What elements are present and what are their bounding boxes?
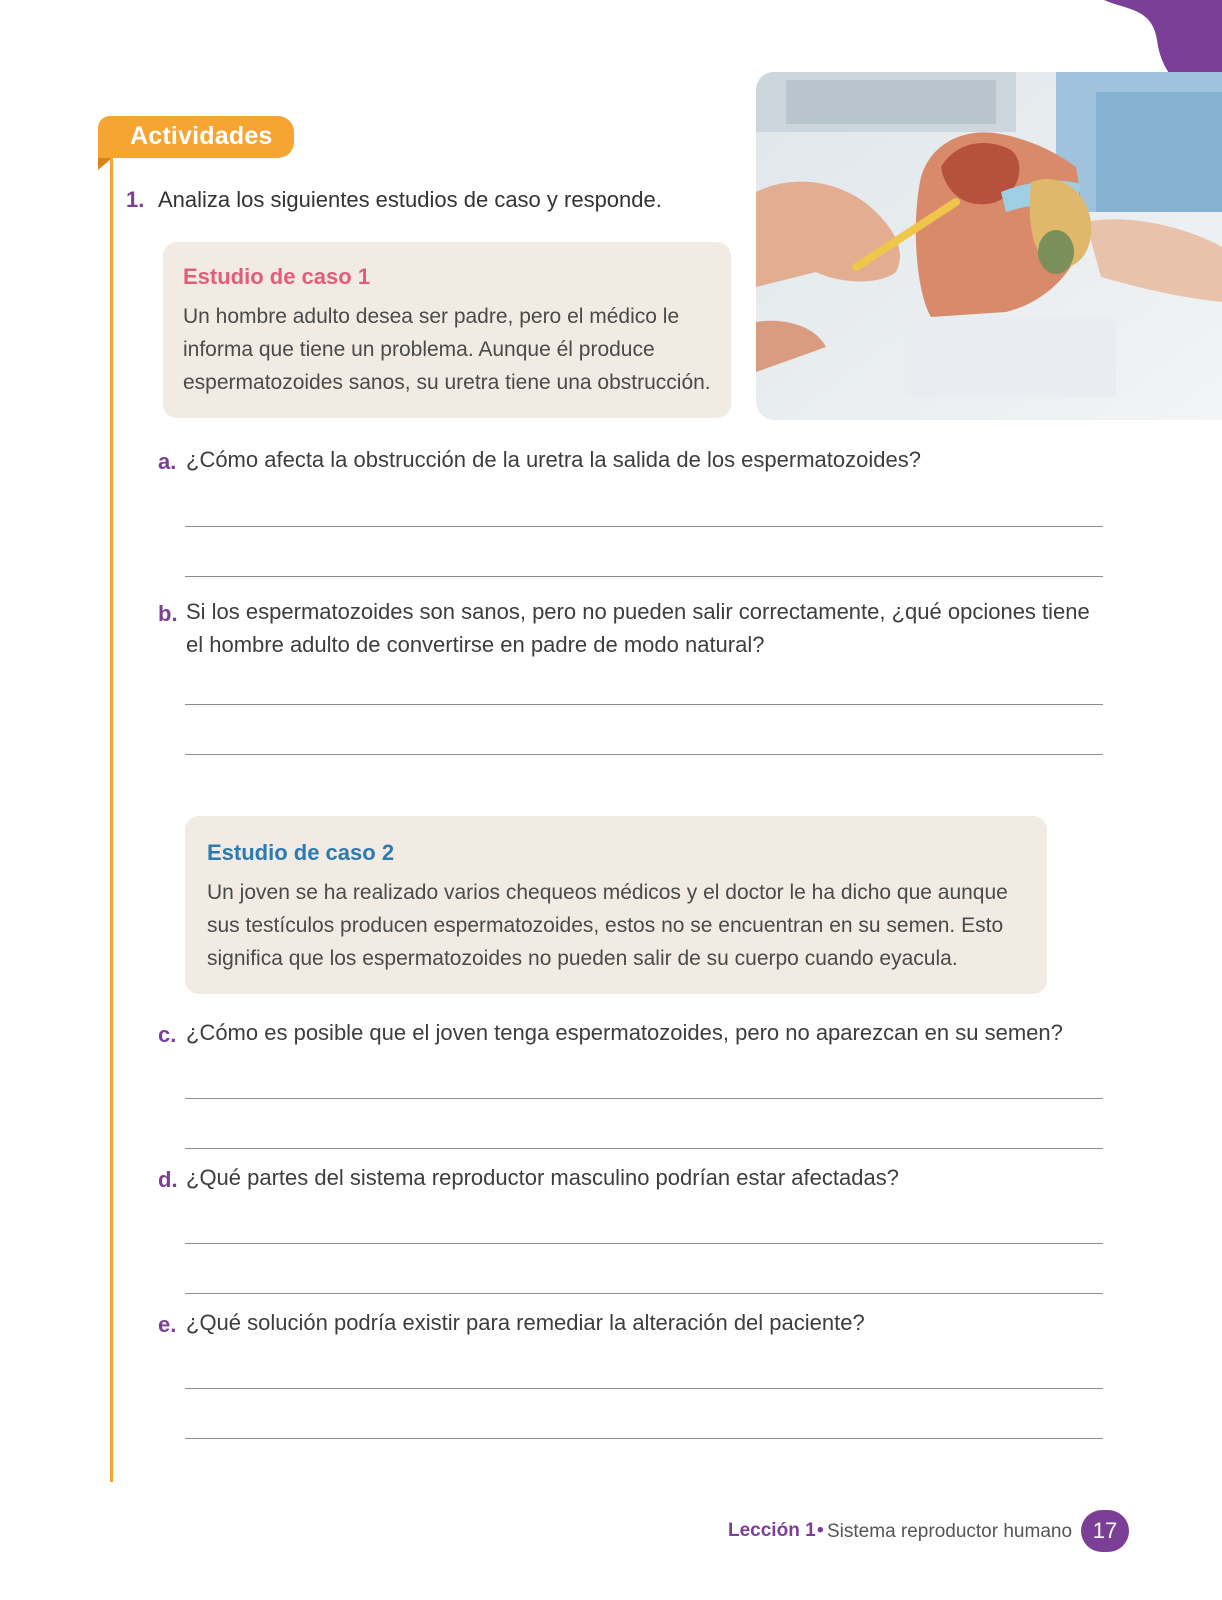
question-number: 1. bbox=[126, 187, 145, 212]
page-number: 17 bbox=[1092, 1518, 1118, 1543]
answer-line-a2[interactable] bbox=[185, 576, 1103, 577]
footer-separator: • bbox=[817, 1520, 824, 1541]
subquestion-a-text: ¿Cómo afecta la obstrucción de la uretra la salida de los espermatozoides? bbox=[186, 447, 921, 472]
case-study-2-text: Un joven se ha realizado varios chequeos médicos y el doctor le ha dicho que aunque sus testículos producen espermatozoides, estos no se encuentran en su semen. Esto significa que los espermatozoides no pueden salir de su cuerpo cuando eyacula. bbox=[207, 881, 1008, 970]
footer-lesson: Lección 1 bbox=[728, 1520, 816, 1541]
answer-line-b2[interactable] bbox=[185, 754, 1103, 755]
case-study-1-title: Estudio de caso 1 bbox=[183, 264, 371, 289]
subquestion-d-text: ¿Qué partes del sistema reproductor masculino podrían estar afectadas? bbox=[186, 1165, 899, 1190]
activities-tab-label: Actividades bbox=[130, 122, 273, 150]
subquestion-b-letter: b. bbox=[158, 601, 178, 626]
answer-line-d1[interactable] bbox=[185, 1243, 1103, 1244]
answer-line-c2[interactable] bbox=[185, 1148, 1103, 1149]
case-study-2-box bbox=[185, 816, 1047, 994]
question-text: Analiza los siguientes estudios de caso y responde. bbox=[158, 187, 662, 212]
subquestion-c-letter: c. bbox=[158, 1022, 177, 1047]
activity-side-rule bbox=[110, 158, 113, 1482]
answer-line-a1[interactable] bbox=[185, 526, 1103, 527]
answer-line-c1[interactable] bbox=[185, 1098, 1103, 1099]
case-study-2-title: Estudio de caso 2 bbox=[207, 840, 395, 865]
answer-line-b1[interactable] bbox=[185, 704, 1103, 705]
subquestion-a-letter: a. bbox=[158, 449, 177, 474]
answer-line-e1[interactable] bbox=[185, 1388, 1103, 1389]
subquestion-d-letter: d. bbox=[158, 1167, 178, 1192]
subquestion-e-text: ¿Qué solución podría existir para remediar la alteración del paciente? bbox=[186, 1310, 865, 1335]
subquestion-e-letter: e. bbox=[158, 1312, 177, 1337]
anatomy-model-photo bbox=[756, 72, 1222, 420]
answer-line-d2[interactable] bbox=[185, 1293, 1103, 1294]
case-study-1-box bbox=[163, 242, 731, 418]
subquestion-c-text: ¿Cómo es posible que el joven tenga espermatozoides, pero no aparezcan en su semen? bbox=[186, 1020, 1063, 1045]
footer-topic: Sistema reproductor humano bbox=[827, 1521, 1073, 1542]
subquestion-b-text: Si los espermatozoides son sanos, pero no pueden salir correctamente, ¿qué opciones tiene el hombre adulto de convertirse en padre de modo natural? bbox=[186, 599, 1090, 657]
case-study-1-text: Un hombre adulto desea ser padre, pero el médico le informa que tiene un problema. Aunque él produce espermatozoides sanos, su uretra tiene una obstrucción. bbox=[183, 305, 711, 394]
answer-line-e2[interactable] bbox=[185, 1438, 1103, 1439]
